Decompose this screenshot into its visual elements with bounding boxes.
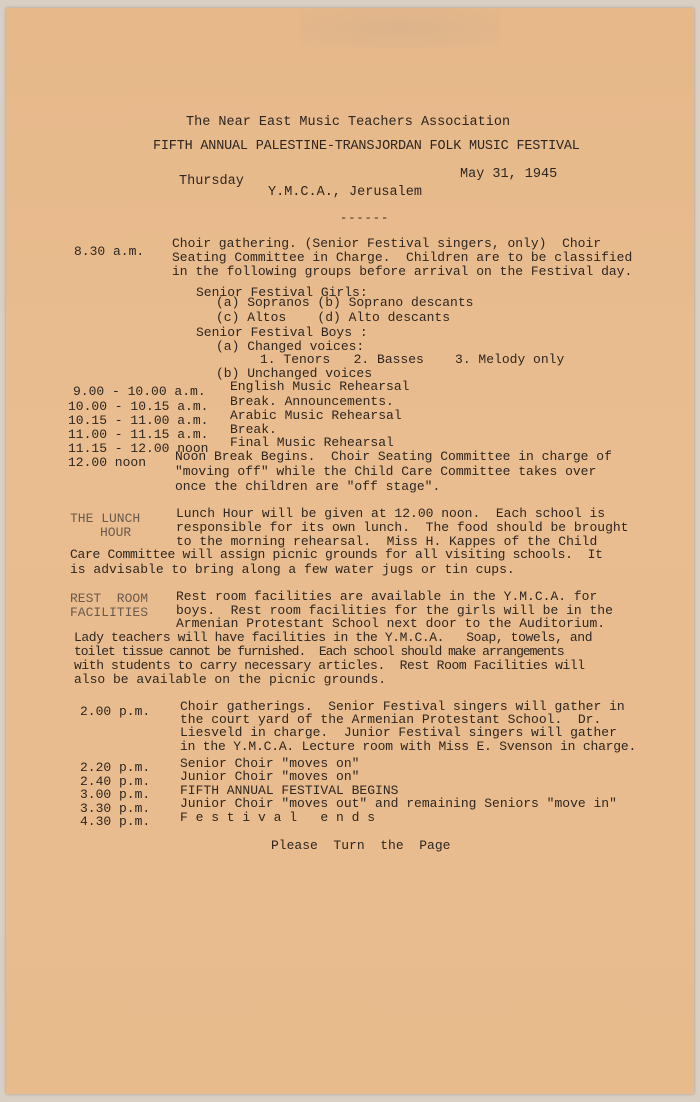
- schedule-event: FIFTH ANNUAL FESTIVAL BEGINS: [180, 783, 399, 798]
- girls-voices-cd: (c) Altos (d) Alto descants: [216, 310, 451, 325]
- afternoon-line: Liesveld in charge. Junior Festival singers will gather: [180, 725, 617, 740]
- rest-room-line-wide: with students to carry necessary articles. Rest Room Facilities will: [74, 658, 585, 673]
- schedule-event: Senior Choir "moves on": [180, 756, 360, 771]
- event-date: May 31, 1945: [460, 167, 558, 182]
- schedule-time: 9.00 - 10.00 a.m.: [73, 384, 206, 399]
- schedule-event: Junior Choir "moves on": [180, 769, 360, 784]
- rest-room-line: Rest room facilities are available in the Y.M.C.A. for: [176, 589, 598, 604]
- afternoon-line: Choir gatherings. Senior Festival singers will gather in: [180, 699, 625, 714]
- lunch-line-wide: Care Committee will assign picnic grounds for all visiting schools. It: [70, 547, 603, 562]
- schedule-event: Break. Announcements.: [230, 394, 394, 409]
- schedule-time: 10.15 - 11.00 a.m.: [68, 413, 209, 428]
- schedule-time: 2.20 p.m.: [80, 760, 151, 775]
- morning-line: in the following groups before arrival on the Festival day.: [172, 264, 633, 279]
- noon-line: once the children are "off stage".: [175, 479, 441, 494]
- lunch-label: THE LUNCH: [70, 511, 141, 526]
- girls-heading: Senior Festival Girls:: [196, 285, 368, 300]
- afternoon-line: in the Y.M.C.A. Lecture room with Miss E. Svenson in charge.: [180, 739, 637, 754]
- header-divider: ------: [340, 211, 390, 225]
- noon-time: 12.00 noon: [68, 455, 147, 470]
- rest-room-line: Armenian Protestant School next door to the Auditorium.: [176, 616, 606, 631]
- association-title: The Near East Music Teachers Association: [186, 115, 511, 130]
- schedule-event: Arabic Music Rehearsal: [230, 408, 402, 423]
- schedule-event: Junior Choir "moves out" and remaining Seniors "move in": [180, 796, 617, 811]
- rest-room-label: FACILITIES: [70, 605, 149, 620]
- schedule-time: 2.40 p.m.: [80, 774, 151, 789]
- rest-room-line-wide: also be available on the picnic grounds.: [74, 672, 387, 687]
- lunch-line-wide: is advisable to bring along a few water jugs or tin cups.: [70, 562, 515, 577]
- boys-heading: Senior Festival Boys :: [196, 325, 368, 340]
- event-day: Thursday: [179, 174, 244, 189]
- lunch-label: HOUR: [100, 525, 132, 540]
- schedule-event: Final Music Rehearsal: [230, 435, 394, 450]
- noon-line: Noon Break Begins. Choir Seating Committee in charge of: [175, 449, 612, 464]
- boys-unchanged-voices: (b) Unchanged voices: [216, 366, 373, 381]
- noon-line: "moving off" while the Child Care Committee takes over: [175, 464, 597, 479]
- morning-time: 8.30 a.m.: [74, 244, 145, 259]
- girls-voices-ab: (a) Sopranos (b) Soprano descants: [216, 295, 474, 310]
- rest-room-line: boys. Rest room facilities for the girls will be in the: [176, 603, 613, 618]
- afternoon-line: the court yard of the Armenian Protestant School. Dr.: [180, 712, 602, 727]
- lunch-line: to the morning rehearsal. Miss H. Kappes of the Child: [176, 534, 598, 549]
- morning-line: Seating Committee in Charge. Children are to be classified: [172, 250, 633, 265]
- afternoon-time: 2.00 p.m.: [80, 704, 151, 719]
- schedule-event: Break.: [230, 422, 277, 437]
- schedule-time: 11.00 - 11.15 a.m.: [68, 427, 209, 442]
- festival-title: FIFTH ANNUAL PALESTINE-TRANSJORDAN FOLK MUSIC FESTIVAL: [153, 139, 580, 154]
- rest-room-label: REST ROOM: [70, 591, 149, 606]
- lunch-line: Lunch Hour will be given at 12.00 noon. Each school is: [176, 506, 606, 521]
- paper-stain: [300, 8, 500, 48]
- lunch-line: responsible for its own lunch. The food should be brought: [176, 520, 629, 535]
- schedule-time: 3.00 p.m.: [80, 787, 151, 802]
- schedule-time: 10.00 - 10.15 a.m.: [68, 399, 209, 414]
- morning-line: Choir gathering. (Senior Festival singers, only) Choir: [172, 236, 602, 251]
- rest-room-line-wide: Lady teachers will have facilities in the Y.M.C.A. Soap, towels, and: [74, 630, 593, 645]
- schedule-time: 3.30 p.m.: [80, 801, 151, 816]
- turn-page-note: Please Turn the Page: [271, 838, 451, 853]
- boys-voice-parts: 1. Tenors 2. Basses 3. Melody only: [260, 352, 565, 367]
- event-venue: Y.M.C.A., Jerusalem: [268, 185, 422, 200]
- schedule-event: English Music Rehearsal: [230, 379, 410, 394]
- schedule-time: 11.15 - 12.00 noon: [68, 441, 209, 456]
- schedule-event: F e s t i v a l e n d s: [180, 810, 376, 825]
- boys-changed-voices: (a) Changed voices:: [216, 339, 365, 354]
- schedule-time: 4.30 p.m.: [80, 814, 151, 829]
- rest-room-line-wide: toilet tissue cannot be furnished. Each school should make arrangements: [74, 644, 564, 659]
